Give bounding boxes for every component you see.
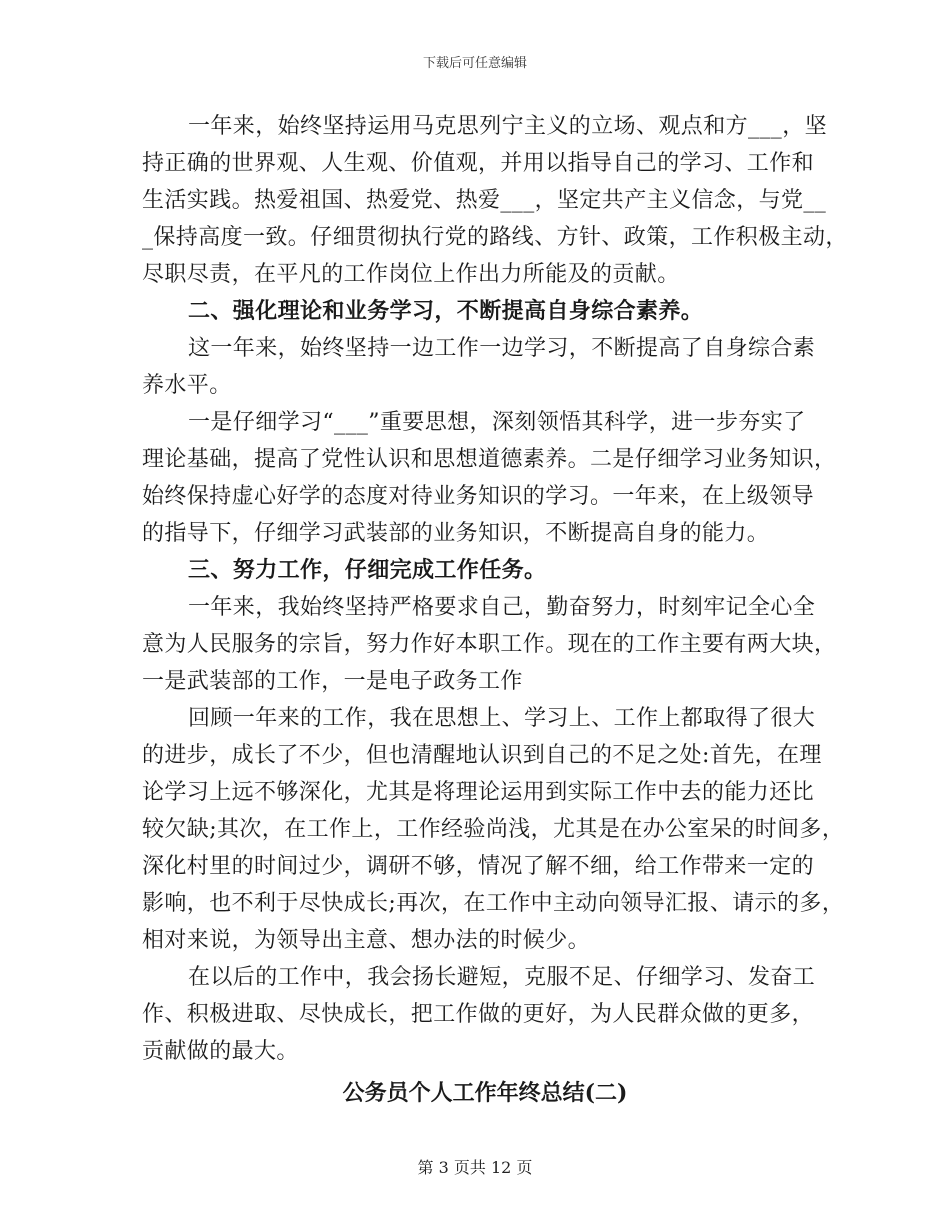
page-header: 下载后可任意编辑 xyxy=(422,56,527,71)
document-body xyxy=(142,108,848,1070)
body-line: 尽职尽责，在平凡的工作岗位上作出力所能及的贡献。 xyxy=(142,262,680,287)
body-line: 的指导下，仔细学习武装部的业务知识，不断提高自身的能力。 xyxy=(142,521,770,546)
body-line: 持正确的世界观、人生观、价值观，并用以指导自己的学习、工作和 xyxy=(142,151,815,176)
body-line: 论学习上远不够深化，尤其是将理论运用到实际工作中去的能力还比 xyxy=(142,780,815,805)
body-line: 较欠缺;其次，在工作上，工作经验尚浅，尤其是在办公室呆的时间多， xyxy=(142,817,845,842)
body-line: 这一年来，始终坚持一边工作一边学习，不断提高了自身综合素 xyxy=(188,336,816,361)
body-line: 生活实践。热爱祖国、热爱党、热爱___，坚定共产主义信念，与党__ xyxy=(142,188,827,213)
body-line: 深化村里的时间过少，调研不够，情况了解不细，给工作带来一定的 xyxy=(142,854,815,879)
body-line: 一年来，始终坚持运用马克思列宁主义的立场、观点和方___，坚 xyxy=(188,114,828,139)
body-line: _保持高度一致。仔细贯彻执行党的路线、方针、政策，工作积极主动， xyxy=(142,225,848,250)
body-line: 理论基础，提高了党性认识和思想道德素养。二是仔细学习业务知识， xyxy=(142,447,837,472)
body-line: 作、积极进取、尽快成长，把工作做的更好，为人民群众做的更多， xyxy=(142,1002,815,1027)
body-line: 回顾一年来的工作，我在思想上、学习上、工作上都取得了很大 xyxy=(188,706,816,731)
body-line: 一年来，我始终坚持严格要求自己，勤奋努力，时刻牢记全心全 xyxy=(188,595,816,620)
body-line: 贡献做的最大。 xyxy=(142,1039,299,1064)
document-subtitle: 公务员个人工作年终总结(二) xyxy=(342,1080,628,1106)
section-heading: 三、努力工作，仔细完成工作任务。 xyxy=(188,557,547,583)
body-line: 一是仔细学习“___”重要思想，深刻领悟其科学，进一步夯实了 xyxy=(188,410,806,435)
body-line: 始终保持虚心好学的态度对待业务知识的学习。一年来，在上级领导 xyxy=(142,484,815,509)
body-line: 意为人民服务的宗旨，努力作好本职工作。现在的工作主要有两大块， xyxy=(142,632,837,657)
body-line: 在以后的工作中，我会扬长避短，克服不足、仔细学习、发奋工 xyxy=(188,965,816,990)
body-line: 的进步，成长了不少，但也清醒地认识到自己的不足之处:首先，在理 xyxy=(142,743,822,768)
section-heading: 二、强化理论和业务学习，不断提高自身综合素养。 xyxy=(188,298,704,324)
page-footer: 第 3 页共 12 页 xyxy=(417,1158,533,1177)
body-line: 养水平。 xyxy=(142,373,232,398)
body-line: 影响，也不利于尽快成长;再次，在工作中主动向领导汇报、请示的多， xyxy=(142,891,845,916)
body-line: 相对来说，为领导出主意、想办法的时候少。 xyxy=(142,928,591,953)
body-line: 一是武装部的工作，一是电子政务工作 xyxy=(142,669,523,694)
